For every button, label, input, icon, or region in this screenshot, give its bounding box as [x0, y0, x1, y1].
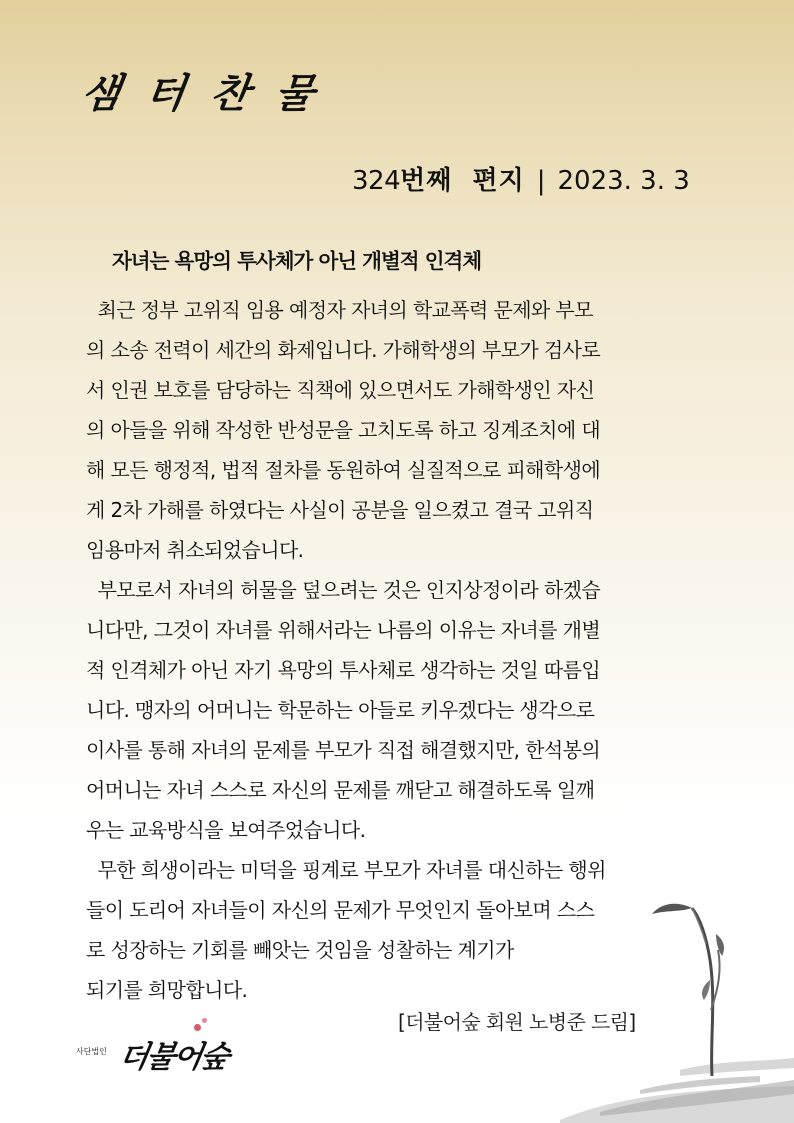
body-line: 들이 도리어 자녀들이 자신의 문제가 무엇인지 돌아보며 스스: [86, 898, 595, 922]
body-line: 니다만, 그것이 자녀를 위해서라는 나름의 이유는 자녀를 개별: [86, 618, 601, 642]
issue-date: 2023. 3. 3: [557, 166, 690, 196]
flower-icon: [194, 1024, 201, 1031]
body-line: 어머니는 자녀 스스로 자신의 문제를 깨닫고 해결하도록 일깨: [86, 778, 595, 802]
issue-line: [352, 160, 690, 197]
organization-logo: [76, 1016, 246, 1076]
masthead-title: 샘 터 찬 물: [78, 70, 324, 117]
body-line: 우는 교육방식을 보여주었습니다.: [86, 818, 366, 842]
body-line: 임용마저 취소되었습니다.: [86, 538, 304, 562]
article-title: 자녀는 욕망의 투사체가 아닌 개별적 인격체: [112, 249, 482, 273]
body-line: 부모로서 자녀의 허물을 덮으려는 것은 인지상정이라 하겠습: [86, 578, 601, 602]
body-line: 로 성장하는 기회를 빼앗는 것임을 성찰하는 계기가: [86, 938, 514, 962]
body-line: 최근 정부 고위직 임용 예정자 자녀의 학교폭력 문제와 부모: [86, 298, 593, 322]
logo-subtitle: 사단법인: [76, 1047, 107, 1056]
issue-number: 324: [352, 166, 401, 196]
logo-name: 더불어숲: [116, 1040, 231, 1075]
issue-separator: |: [536, 166, 546, 196]
body-line: 서 인권 보호를 담당하는 직책에 있으면서도 가해학생인 자신: [86, 378, 595, 402]
body-line: 되기를 희망합니다.: [86, 978, 248, 1002]
body-line: 게 2차 가해를 하였다는 사실이 공분을 일으켰고 결국 고위직: [86, 498, 594, 522]
body-line: 해 모든 행정적, 법적 절차를 동원하여 실질적으로 피해학생에: [86, 458, 601, 482]
body-line: 의 소송 전력이 세간의 화제입니다. 가해학생의 부모가 검사로: [86, 338, 601, 362]
body-line: 이사를 통해 자녀의 문제를 부모가 직접 해결했지만, 한석봉의: [86, 738, 601, 762]
body-line: 무한 희생이라는 미덕을 핑계로 부모가 자녀를 대신하는 행위: [86, 858, 606, 882]
flower-icon: [202, 1018, 207, 1023]
signature: [더불어숲 회원 노병준 드림]: [398, 1010, 636, 1034]
body-line: 니다. 맹자의 어머니는 학문하는 아들로 키우겠다는 생각으로: [86, 698, 595, 722]
body-line: 의 아들을 위해 작성한 반성문을 고치도록 하고 징계조치에 대: [86, 418, 601, 442]
issue-label: 번째 편지: [400, 166, 525, 196]
ink-plant-illustration: [560, 890, 794, 1123]
body-line: 적 인격체가 아닌 자기 욕망의 투사체로 생각하는 것일 따름입: [86, 658, 601, 682]
